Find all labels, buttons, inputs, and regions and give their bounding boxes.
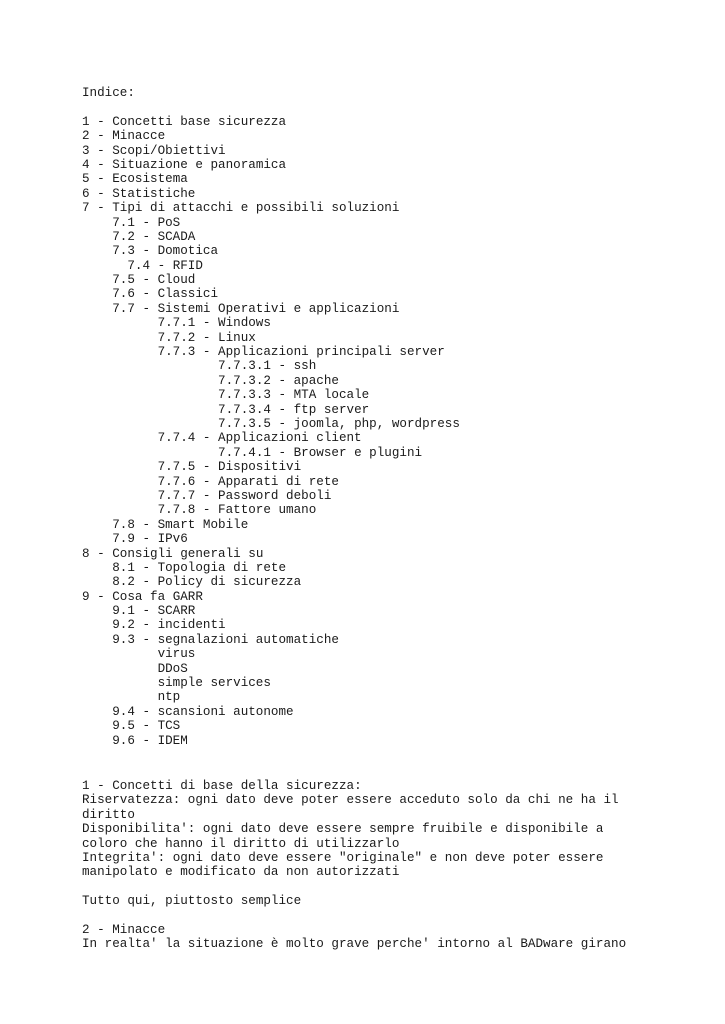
toc-entry: 7.7.6 - Apparati di rete [157,474,339,489]
toc-entry: 9.3 - segnalazioni automatiche [112,632,339,647]
toc-entry: 9.2 - incidenti [112,618,226,633]
toc-entry: 7.2 - SCADA [112,229,196,244]
section-1-summary: Tutto qui, piuttosto semplice [82,894,302,909]
toc-entry: 7.7.4 - Applicazioni client [157,431,362,446]
toc-entry: 8.2 - Policy di sicurezza [112,575,302,590]
toc-list [82,115,692,748]
paragraph-line: manipolato e modificato da non autorizzati [82,865,400,880]
section-1 [82,779,692,952]
toc-entry: 7.7.4.1 - Browser e plugini [218,445,423,460]
toc-entry: 7.7.2 - Linux [157,330,256,345]
toc-entry: 7.7.5 - Dispositivi [157,460,302,475]
table-of-contents [82,86,692,748]
toc-entry: 7.8 - Smart Mobile [112,517,249,532]
toc-entry: 7.3 - Domotica [112,244,219,259]
toc-entry: 8 - Consigli generali su [82,546,264,561]
paragraph-line: Riservatezza: ogni dato deve poter essere acceduto solo da chi ne ha il [82,793,619,808]
toc-entry: 7.9 - IPv6 [112,532,188,547]
section-2-title: 2 - Minacce [82,922,166,937]
toc-entry: 7.7.3.2 - apache [218,373,339,388]
toc-entry: 7.4 - RFID [127,258,203,273]
paragraph-line: Integrita': ogni dato deve essere "originale" e non deve poter essere [82,850,604,865]
toc-entry: 7.7.3.1 - ssh [218,359,317,374]
toc-entry: 6 - Statistiche [82,186,196,201]
toc-entry: 7.7.7 - Password deboli [157,488,332,503]
index-heading: Indice: [82,86,135,100]
toc-entry: 9.6 - IDEM [112,733,188,748]
toc-entry: 7.7.3 - Applicazioni principali server [157,345,445,360]
toc-entry: 7.6 - Classici [112,287,219,302]
section-1-title: 1 - Concetti di base della sicurezza: [82,779,362,793]
paragraph-line: diritto [82,807,135,822]
toc-entry: virus [157,647,196,662]
toc-entry: 9.1 - SCARR [112,604,196,619]
toc-entry: 2 - Minacce [82,129,166,144]
toc-entry: 7.7.3.4 - ftp server [218,402,370,417]
toc-entry: 7.7.8 - Fattore umano [157,503,317,518]
toc-entry: 7.7.1 - Windows [157,316,271,331]
toc-entry: 3 - Scopi/Obiettivi [82,143,226,158]
toc-entry: 4 - Situazione e panoramica [82,157,287,172]
toc-entry: 5 - Ecosistema [82,172,188,187]
toc-entry: ntp [157,690,181,705]
toc-entry: 7.7.3.3 - MTA locale [218,388,370,403]
toc-entry: 7.5 - Cloud [112,273,196,288]
paragraph-line: Disponibilita': ogni dato deve essere sempre fruibile e disponibile a [82,822,604,837]
toc-entry: 9.4 - scansioni autonome [112,704,294,719]
paragraph-line: coloro che hanno il diritto di utilizzarlo [82,836,400,851]
toc-entry: 7.1 - PoS [112,215,181,230]
toc-entry: 7 - Tipi di attacchi e possibili soluzioni [82,201,400,216]
toc-entry: simple services [157,676,271,691]
paragraph-line: In realta' la situazione è molto grave perche' intorno al BADware girano [82,937,627,952]
toc-entry: 7.7.3.5 - joomla, php, wordpress [218,416,460,431]
toc-entry: DDoS [157,661,188,676]
toc-entry: 9 - Cosa fa GARR [82,589,203,604]
toc-entry: 1 - Concetti base sicurezza [82,114,287,129]
toc-entry: 8.1 - Topologia di rete [112,560,287,575]
toc-entry: 9.5 - TCS [112,719,181,734]
toc-entry: 7.7 - Sistemi Operativi e applicazioni [112,301,400,316]
